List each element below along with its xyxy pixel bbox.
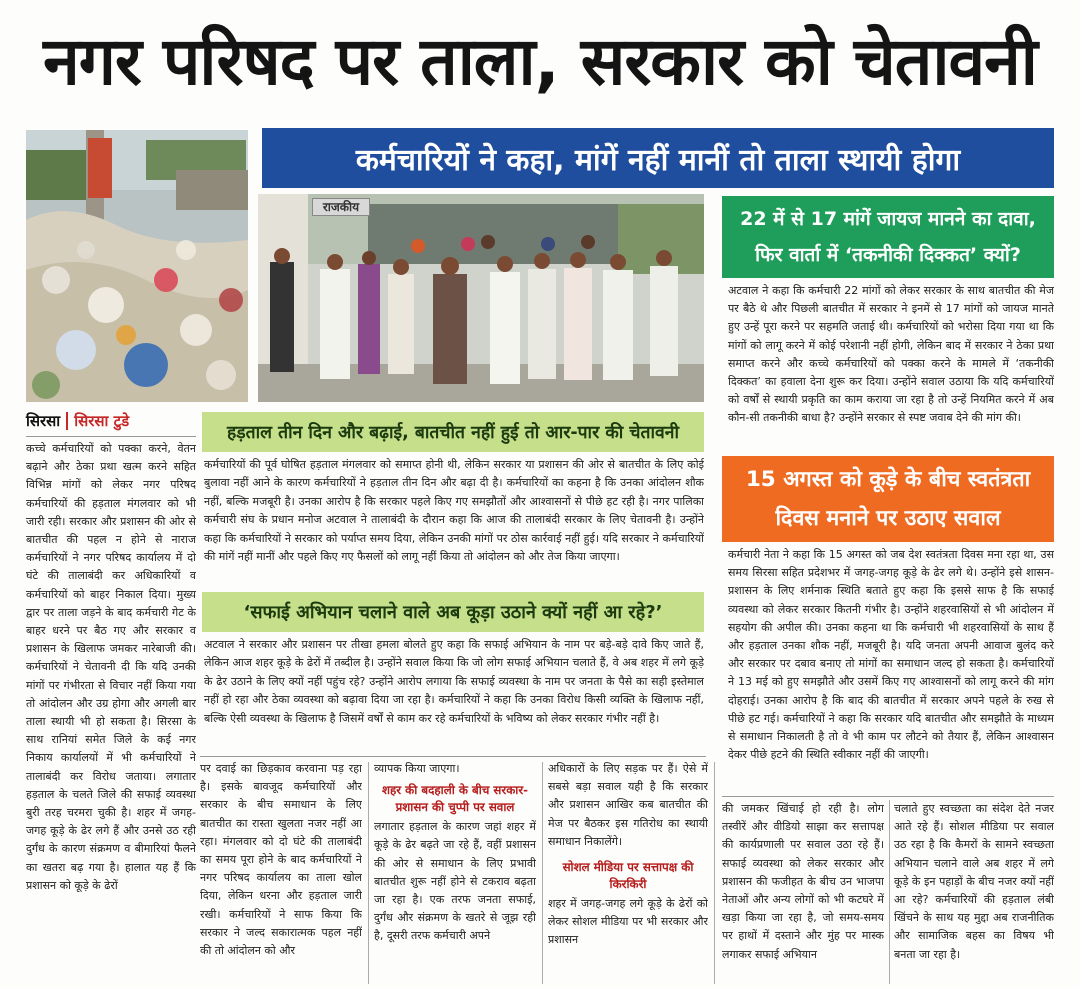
bottom-column-b-top: व्यापक किया जाएगा। bbox=[374, 762, 460, 775]
bottom-column-e-text: चलाते हुए स्वच्छता का संदेश देते नजर आते रहे हैं। सोशल मीडिया पर सवाल उठ रहा है कि कैमरों के सामने स्वच्छता अभियान चलाने वाले अब शहर में लगे कूड़े के इन पहाड़ों के बीच नजर क्यों नहीं आ रहे? कर्मचारियों की हड़ताल लंबी खिंचने के साथ यह मुद्दा अब राजनीतिक और सामाजिक बहस का विषय भी बनता जा रहा है। bbox=[894, 802, 1054, 961]
bottom-column-b-subhead: शहर की बदहाली के बीच सरकार-प्रशासन की चुप्पी पर सवाल bbox=[381, 783, 529, 815]
bottom-column-c-text2: शहर में जगह-जगह लगे कूड़े के ढेरों को लेकर सोशल मीडिया पर भी सरकार और प्रशासन bbox=[548, 897, 708, 947]
protest-photo bbox=[258, 194, 704, 402]
page-headline: नगर परिषद पर ताला, सरकार को चेतावनी bbox=[43, 23, 1037, 100]
section-2-text: अटवाल ने सरकार और प्रशासन पर तीखा हमला बोलते हुए कहा कि सफाई अभियान के नाम पर बड़े-बड़े दावे किए जाते हैं, लेकिन आज शहर कूड़े के ढेरों में तब्दील है। उन्होंने सवाल किया कि जो लोग सफाई अभियान चलाते हैं, वे अब शहर में लगे कूड़े के ढेर उठाने के लिए क्यों नहीं पहुंच रहे? उन्होंने आरोप लगाया कि सफाई व्यवस्था के नाम पर जनता के पैसे का सही इस्तेमाल नहीं हो रहा और ठेका व्यवस्था को बढ़ावा दिया जा रहा है। कर्मचारियों ने कहा कि उनका विरोध किसी व्यक्ति के खिलाफ नहीं, बल्कि ऐसी व्यवस्था के खिलाफ है जिसमें वर्षों से काम कर रहे कर्मचारियों के भविष्य को लेकर सरकार गंभीर नहीं है। bbox=[204, 638, 704, 725]
dateline-brand: सिरसा टुडे bbox=[74, 412, 130, 430]
right-box-1-heading bbox=[722, 196, 1054, 278]
right-box-2-heading-line2: दिवस मनाने पर उठाए सवाल bbox=[775, 506, 1001, 531]
right-box-1-text: अटवाल ने कहा कि कर्मचारी 22 मांगों को लेकर सरकार के साथ बातचीत की मेज पर बैठे थे और पिछली बातचीत में सरकार ने इनमें से 17 मांगों को जायज मानते हुए उन्हें पूरा करने पर सहमति जताई थी। कर्मचारियों को भरोसा दिया गया था कि मांगों को लागू करने में कोई परेशानी नहीं होगी, लेकिन बाद में सरकार ने ठेका प्रथा समाप्त करने और कच्चे कर्मचारियों को पक्का करने के मामले में ‘तकनीकी दिक्कत’ का हवाला देना शुरू कर दिया। उन्होंने सवाल उठाया कि यदि कर्मचारियों को वर्षों से स्थायी प्रकृति का काम कराया जा रहा है तो उन्हें नियमित करने में अब कौन-सी तकनीकी बाधा है? उन्होंने सरकार से स्पष्ट जवाब देने की मांग की। bbox=[728, 284, 1054, 425]
right-box-1-heading-line1: 22 में से 17 मांगें जायज मानने का दावा, bbox=[740, 208, 1036, 230]
section-1-heading: हड़ताल तीन दिन और बढ़ाई, बातचीत नहीं हुई तो आर-पार की चेतावनी bbox=[202, 412, 704, 452]
right-box-1-heading-line2: फिर वार्ता में ‘तकनीकी दिक्कत’ क्यों? bbox=[755, 244, 1021, 266]
protest-photo-art bbox=[258, 194, 704, 402]
bottom-column-d-text: की जमकर खिंचाई हो रही है। लोग तस्वीरें और वीडियो साझा कर सत्तापक्ष की कार्यप्रणाली पर सवाल उठा रहे हैं। सफाई व्यवस्था को लेकर सरकार और प्रशासन की फजीहत के बीच उन भाजपा नेताओं और अन्य लोगों को भी कटघरे में खड़ा किया जा रहा है, जो समय-समय पर हाथों में दस्ताने और मुंह पर मास्क लगाकर सफाई अभियान bbox=[722, 802, 884, 961]
dateline bbox=[26, 410, 196, 432]
sub-headline-banner: कर्मचारियों ने कहा, मांगें नहीं मानीं तो ताला स्थायी होगा bbox=[262, 128, 1054, 188]
column-divider bbox=[714, 762, 715, 984]
bottom-column-b-text: लगातार हड़ताल के कारण जहां शहर में कूड़े के ढेर बढ़ते जा रहे हैं, वहीं प्रशासन की ओर से समाधान के लिए प्रभावी बातचीत शुरू नहीं होने से टकराव बढ़ता जा रहा है। एक तरफ जनता सफाई, दुर्गंध और संक्रमण के खतरे से जूझ रही है, दूसरी तरफ कर्मचारी अपने bbox=[374, 820, 536, 943]
column-1-text: कच्चे कर्मचारियों को पक्का करने, वेतन बढ़ाने और ठेका प्रथा खत्म करने सहित विभिन्न मांगों को लेकर नगर परिषद कर्मचारियों की हड़ताल मंगलवार को भी जारी रही। सरकार और प्रशासन की ओर से बातचीत की पहल न होने से नाराज कर्मचारियों ने नगर परिषद कार्यालय में दो घंटे की तालाबंदी कर अधिकारियों व कर्मचारियों को बाहर निकाल दिया। मुख्य द्वार पर ताला जड़ने के बाद कर्मचारी गेट के बाहर धरने पर बैठ गए और सरकार व प्रशासन के खिलाफ जमकर नारेबाजी की। कर्मचारियों ने चेतावनी दी कि यदि उनकी मांगों पर गंभीरता से विचार नहीं किया गया तो आंदोलन और उग्र होगा और अगली बार ताला स्थायी भी हो सकता है। सिरसा के साथ रानियां समेत जिले के कई नगर निकाय कार्यालयों में भी कर्मचारियों ने तालाबंदी कर विरोध जताया। लगातार हड़ताल के चलते जिले की सफाई व्यवस्था बुरी तरह चरमरा चुकी है। शहर में जगह-जगह कूड़े के ढेर लगे हैं और उनसे उठ रही दुर्गंध के कारण संक्रमण व बीमारियां फैलने का खतरा बढ़ गया है। हालात यह हैं कि प्रशासन को कूड़े के ढेरों bbox=[26, 442, 196, 892]
right-box-2-heading bbox=[722, 456, 1054, 542]
bottom-column-c-subhead: सोशल मीडिया पर सत्तापक्ष की किरकिरी bbox=[562, 860, 694, 892]
bottom-column-b bbox=[374, 760, 536, 986]
divider bbox=[200, 756, 706, 757]
column-divider bbox=[542, 762, 543, 984]
garbage-photo bbox=[26, 130, 248, 402]
divider bbox=[722, 796, 1054, 797]
dateline-separator bbox=[66, 412, 68, 430]
garbage-photo-art bbox=[26, 130, 248, 402]
divider bbox=[26, 436, 196, 437]
bottom-column-a-text: पर दवाई का छिड़काव करवाना पड़ रहा है। इसके बावजूद कर्मचारियों और सरकार के बीच समाधान के लिए बातचीत का रास्ता खुलता नजर नहीं आ रहा। मंगलवार को दो घंटे की तालाबंदी का समय पूरा होने के बाद कर्मचारियों ने नगर परिषद कार्यालय का ताला खोल दिया, लेकिन धरना और हड़ताल जारी रखी। कर्मचारियों ने साफ किया कि सरकार ने जल्द सकारात्मक पहल नहीं की तो आंदोलन को और bbox=[200, 762, 362, 958]
section-2-heading: ‘सफाई अभियान चलाने वाले अब कूड़ा उठाने क्यों नहीं आ रहे?’ bbox=[202, 592, 704, 632]
protest-sign: राजकीय bbox=[312, 198, 370, 216]
column-divider bbox=[368, 762, 369, 984]
dateline-city: सिरसा bbox=[26, 412, 61, 430]
bottom-column-c bbox=[548, 760, 708, 986]
section-1-text: कर्मचारियों की पूर्व घोषित हड़ताल मंगलवार को समाप्त होनी थी, लेकिन सरकार या प्रशासन की ओर से बातचीत के लिए कोई बुलावा नहीं आने के कारण कर्मचारियों ने हड़ताल तीन दिन और बढ़ा दी है। कर्मचारियों का कहना है कि उनका आंदोलन शौक नहीं, बल्कि मजबूरी है। उनका आरोप है कि सरकार पहले किए गए समझौतों और आश्वासनों से पीछे हट रही है। नगर पालिका कर्मचारी संघ के प्रधान मनोज अटवाल ने तालाबंदी के दौरान कहा कि आज की तालाबंदी सरकार के लिए चेतावनी है। उन्होंने कहा कि कर्मचारियों ने सरकार को पर्याप्त समय दिया, लेकिन उनकी मांगों पर ठोस कार्रवाई नहीं हुई। यदि सरकार ने कर्मचारियों की मांगें नहीं मानीं और पहले किए गए फैसलों को लागू नहीं किया तो आंदोलन को और तेज किया जाएगा। bbox=[204, 458, 704, 564]
right-box-2-heading-line1: 15 अगस्त को कूड़े के बीच स्वतंत्रता bbox=[745, 467, 1031, 492]
column-divider bbox=[889, 800, 890, 984]
right-box-2-text: कर्मचारी नेता ने कहा कि 15 अगस्त को जब देश स्वतंत्रता दिवस मना रहा था, उस समय सिरसा सहित प्रदेशभर में जगह-जगह कूड़े के ढेर लगे थे। उन्होंने इसे शासन-प्रशासन के लिए शर्मनाक स्थिति बताते हुए कहा कि इससे साफ है कि सफाई व्यवस्था को लेकर सरकार कितनी गंभीर है। उन्होंने शहरवासियों से भी आंदोलन में सहयोग की अपील की। उनका कहना था कि कर्मचारी भी शहरवासियों के साथ हैं और हड़ताल उनका शौक नहीं, मजबूरी है। यदि जनता अपनी आवाज बुलंद करे और सरकार पर दबाव बनाए तो मांगों का समाधान जल्द हो सकता है। कर्मचारियों ने 13 मई को हुए समझौते और उसमें किए गए आश्वासनों को लागू करने की मांग दोहराई। उनका आरोप है कि बाद की बातचीत में सरकार अपने पहले के रुख से पीछे हट गई। कर्मचारियों ने कहा कि सरकार यदि बातचीत और समझौते के माध्यम से समाधान निकालती है तो वे भी काम पर लौटने को तैयार हैं, लेकिन आश्वासन देकर पीछे हटने की स्थिति स्वीकार नहीं की जाएगी। bbox=[728, 548, 1054, 762]
bottom-column-c-text: अधिकारों के लिए सड़क पर हैं। ऐसे में सबसे बड़ा सवाल यही है कि सरकार और प्रशासन आखिर कब बातचीत की मेज पर बैठकर इस गतिरोध का स्थायी समाधान निकालेंगे। bbox=[548, 762, 708, 848]
